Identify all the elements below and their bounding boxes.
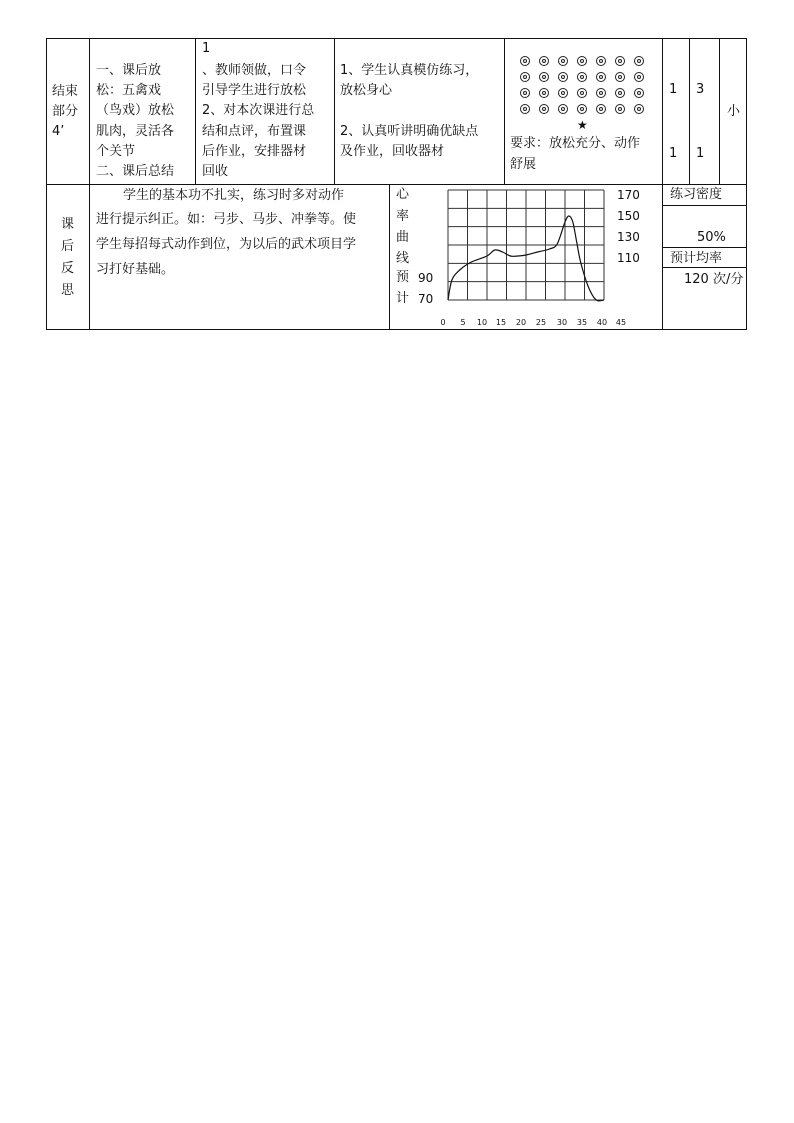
reflection-label: 课 [61, 217, 75, 232]
count-value: 1 [669, 146, 678, 161]
y-tick-label: 110 [617, 251, 640, 265]
col-divider [689, 38, 690, 184]
content-line: 个关节 [96, 144, 136, 159]
section-label: 4’ [52, 124, 65, 139]
student-position-icon [520, 88, 530, 98]
student-line: 2、认真听讲明确优缺点 [340, 124, 479, 139]
student-position-icon [615, 104, 625, 114]
teacher-line: 1 [202, 41, 211, 56]
student-position-icon [596, 56, 606, 66]
col-divider [504, 38, 505, 184]
count-value: 1 [696, 146, 705, 161]
chart-label-char: 曲 [396, 230, 410, 245]
y-tick-label: 130 [617, 230, 640, 244]
col-divider [719, 38, 720, 184]
content-line: 二、课后总结 [96, 164, 175, 179]
reflection-label: 思 [61, 283, 75, 298]
student-position-icon [558, 56, 568, 66]
count-value: 3 [696, 82, 705, 97]
student-position-icon [634, 104, 644, 114]
avg-rate-value: 120 次/分 [684, 272, 744, 287]
x-tick-label: 45 [615, 318, 627, 327]
teacher-line: 结和点评，布置课 [202, 124, 307, 139]
heart-rate-chart [390, 184, 662, 330]
student-position-icon [558, 104, 568, 114]
row-divider [662, 205, 747, 206]
requirement-line: 舒展 [510, 157, 537, 172]
student-position-icon [596, 104, 606, 114]
x-tick-label: 5 [460, 318, 466, 327]
y-tick-label: 90 [418, 271, 434, 285]
reflection-text-line: 学生每招每式动作到位，为以后的武术项目学 [96, 237, 357, 252]
teacher-line: 回收 [202, 164, 229, 179]
student-position-icon [634, 56, 644, 66]
x-tick-label: 25 [535, 318, 547, 327]
student-position-icon [539, 56, 549, 66]
avg-rate-label: 预计均率 [670, 251, 723, 266]
student-position-icon [520, 56, 530, 66]
content-line: 肌肉，灵活各 [96, 124, 175, 139]
student-position-icon [634, 88, 644, 98]
teacher-line: 引导学生进行放松 [202, 83, 307, 98]
chart-label-char: 心 [396, 187, 410, 202]
student-position-icon [577, 56, 587, 66]
teacher-line: 2、对本次课进行总 [202, 103, 315, 118]
x-tick-label: 10 [476, 318, 488, 327]
y-tick-label: 70 [418, 292, 434, 306]
reflection-text-line: 进行提示纠正。如：弓步、马步、冲拳等。使 [96, 212, 357, 227]
table-border-right [746, 38, 747, 330]
student-position-icon [539, 104, 549, 114]
y-tick-label: 170 [617, 188, 640, 202]
col-divider [89, 38, 90, 330]
count-value: 1 [669, 82, 678, 97]
x-tick-label: 40 [596, 318, 608, 327]
x-tick-label: 30 [556, 318, 568, 327]
teacher-line: 、教师领做，口令 [202, 63, 307, 78]
student-line: 放松身心 [340, 83, 393, 98]
table-border-top [46, 38, 747, 39]
content-line: （鸟戏）放松 [96, 103, 175, 118]
section-label: 结束 [52, 84, 79, 99]
reflection-label: 后 [61, 239, 75, 254]
y-tick-label: 150 [617, 209, 640, 223]
reflection-text-line: 习打好基础。 [96, 262, 175, 277]
student-position-icon [634, 72, 644, 82]
student-position-icon [539, 72, 549, 82]
col-divider [195, 38, 196, 184]
reflection-label: 反 [61, 261, 75, 276]
student-line: 1、学生认真模仿练习， [340, 63, 479, 78]
intensity-value: 小 [727, 104, 741, 119]
student-position-icon [615, 72, 625, 82]
x-tick-label: 15 [495, 318, 507, 327]
student-position-icon [520, 72, 530, 82]
col-divider [662, 38, 663, 330]
student-position-icon [577, 88, 587, 98]
x-tick-label: 0 [440, 318, 446, 327]
student-line: 及作业，回收器材 [340, 144, 445, 159]
chart-label-char: 率 [396, 209, 410, 224]
student-position-icon [615, 88, 625, 98]
section-label: 部分 [52, 104, 79, 119]
density-value: 50% [697, 230, 726, 245]
student-position-icon [539, 88, 549, 98]
student-position-icon [577, 104, 587, 114]
col-divider [334, 38, 335, 184]
requirement-line: 要求：放松充分、动作 [510, 136, 641, 151]
x-tick-label: 35 [576, 318, 588, 327]
student-position-icon [577, 72, 587, 82]
chart-label-char: 线 [396, 251, 410, 266]
content-line: 一、课后放 [96, 63, 162, 78]
student-position-icon [558, 72, 568, 82]
x-tick-label: 20 [515, 318, 527, 327]
teacher-star-icon: ★ [577, 118, 588, 132]
chart-label-char: 预 [396, 270, 410, 285]
student-position-icon [558, 88, 568, 98]
density-label: 练习密度 [670, 187, 723, 202]
student-position-icon [615, 56, 625, 66]
content-line: 松：五禽戏 [96, 83, 162, 98]
chart-label-char: 计 [396, 291, 410, 306]
table-border-left [46, 38, 47, 330]
student-position-icon [596, 88, 606, 98]
student-position-icon [596, 72, 606, 82]
student-position-icon [520, 104, 530, 114]
reflection-text-line: 学生的基本功不扎实，练习时多对动作 [123, 188, 345, 203]
teacher-line: 后作业，安排器材 [202, 144, 307, 159]
